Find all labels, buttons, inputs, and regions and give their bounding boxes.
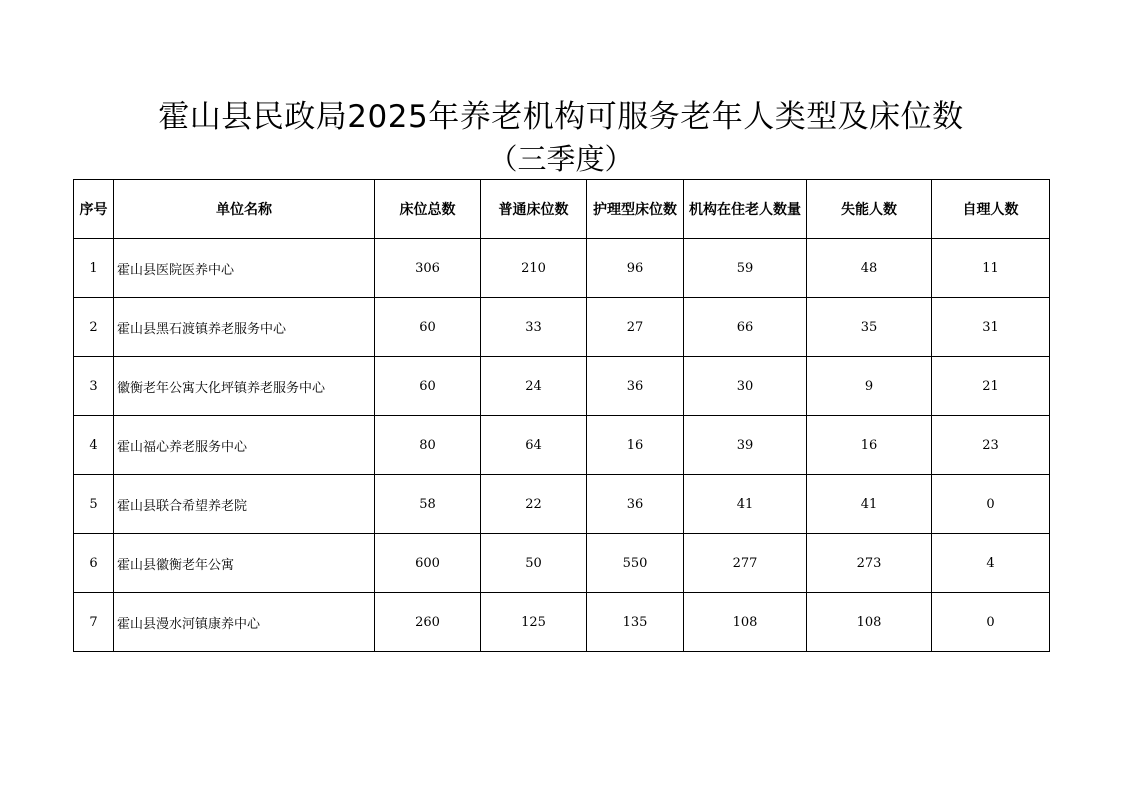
table-row xyxy=(74,239,1050,298)
cell-unit-name: 徽衡老年公寓大化坪镇养老服务中心 xyxy=(114,357,375,416)
cell-residents: 108 xyxy=(684,593,807,652)
cell-unit-name: 霍山县徽衡老年公寓 xyxy=(114,534,375,593)
cell-index: 4 xyxy=(74,416,114,475)
cell-regular-beds: 24 xyxy=(481,357,587,416)
cell-total-beds: 600 xyxy=(375,534,481,593)
header-cell-index: 序号 xyxy=(74,180,114,239)
cell-self-care: 4 xyxy=(932,534,1050,593)
cell-index: 1 xyxy=(74,239,114,298)
cell-residents: 59 xyxy=(684,239,807,298)
cell-index: 7 xyxy=(74,593,114,652)
cell-nursing-beds: 36 xyxy=(587,357,684,416)
cell-disabled: 35 xyxy=(807,298,932,357)
table-header-row xyxy=(74,180,1050,239)
cell-total-beds: 58 xyxy=(375,475,481,534)
cell-self-care: 31 xyxy=(932,298,1050,357)
header-cell-self-care: 自理人数 xyxy=(932,180,1050,239)
header-cell-disabled: 失能人数 xyxy=(807,180,932,239)
header-cell-total-beds: 床位总数 xyxy=(375,180,481,239)
cell-unit-name: 霍山县黑石渡镇养老服务中心 xyxy=(114,298,375,357)
header-cell-nursing-beds: 护理型床位数 xyxy=(587,180,684,239)
cell-unit-name: 霍山县漫水河镇康养中心 xyxy=(114,593,375,652)
cell-self-care: 0 xyxy=(932,475,1050,534)
cell-disabled: 9 xyxy=(807,357,932,416)
table-row xyxy=(74,416,1050,475)
document-title: 霍山县民政局2025年养老机构可服务老年人类型及床位数 xyxy=(158,99,964,135)
cell-regular-beds: 210 xyxy=(481,239,587,298)
cell-total-beds: 60 xyxy=(375,357,481,416)
cell-nursing-beds: 36 xyxy=(587,475,684,534)
cell-nursing-beds: 550 xyxy=(587,534,684,593)
cell-nursing-beds: 16 xyxy=(587,416,684,475)
cell-index: 6 xyxy=(74,534,114,593)
cell-index: 2 xyxy=(74,298,114,357)
document-subtitle: （三季度） xyxy=(488,142,634,176)
cell-unit-name: 霍山福心养老服务中心 xyxy=(114,416,375,475)
cell-residents: 39 xyxy=(684,416,807,475)
cell-disabled: 16 xyxy=(807,416,932,475)
cell-self-care: 0 xyxy=(932,593,1050,652)
cell-total-beds: 80 xyxy=(375,416,481,475)
cell-index: 5 xyxy=(74,475,114,534)
cell-regular-beds: 64 xyxy=(481,416,587,475)
cell-residents: 66 xyxy=(684,298,807,357)
table-row xyxy=(74,534,1050,593)
table-row xyxy=(74,593,1050,652)
cell-nursing-beds: 96 xyxy=(587,239,684,298)
cell-nursing-beds: 135 xyxy=(587,593,684,652)
cell-disabled: 48 xyxy=(807,239,932,298)
cell-regular-beds: 50 xyxy=(481,534,587,593)
header-cell-unit-name: 单位名称 xyxy=(114,180,375,239)
cell-unit-name: 霍山县医院医养中心 xyxy=(114,239,375,298)
cell-residents: 30 xyxy=(684,357,807,416)
table-row xyxy=(74,357,1050,416)
cell-regular-beds: 33 xyxy=(481,298,587,357)
cell-residents: 41 xyxy=(684,475,807,534)
header-cell-residents: 机构在住老人数量 xyxy=(684,180,807,239)
cell-unit-name: 霍山县联合希望养老院 xyxy=(114,475,375,534)
table-row xyxy=(74,475,1050,534)
cell-disabled: 273 xyxy=(807,534,932,593)
cell-total-beds: 260 xyxy=(375,593,481,652)
cell-residents: 277 xyxy=(684,534,807,593)
header-cell-regular-beds: 普通床位数 xyxy=(481,180,587,239)
cell-total-beds: 60 xyxy=(375,298,481,357)
beds-table xyxy=(73,179,1050,652)
cell-self-care: 11 xyxy=(932,239,1050,298)
cell-index: 3 xyxy=(74,357,114,416)
cell-total-beds: 306 xyxy=(375,239,481,298)
cell-self-care: 21 xyxy=(932,357,1050,416)
cell-nursing-beds: 27 xyxy=(587,298,684,357)
cell-self-care: 23 xyxy=(932,416,1050,475)
table-row xyxy=(74,298,1050,357)
cell-disabled: 41 xyxy=(807,475,932,534)
cell-regular-beds: 22 xyxy=(481,475,587,534)
cell-regular-beds: 125 xyxy=(481,593,587,652)
cell-disabled: 108 xyxy=(807,593,932,652)
